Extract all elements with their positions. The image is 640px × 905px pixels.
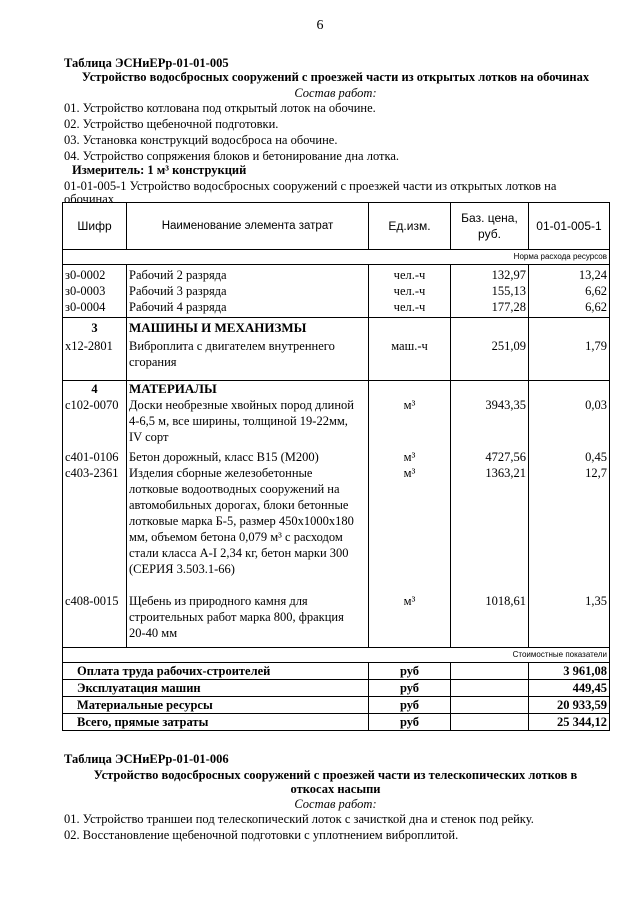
table-row — [63, 465, 610, 593]
table2-work-item: 02. Восстановление щебеночной подготовки с уплотнением виброплитой. — [64, 828, 459, 842]
header-price-line2: руб. — [478, 227, 501, 241]
table1-work-item: 01. Устройство котлована под открытый лоток на обочине. — [64, 101, 376, 115]
row-unit: чел.-ч — [369, 265, 451, 284]
page-number: 6 — [316, 18, 324, 33]
total-unit: руб — [369, 697, 451, 714]
row-value: 6,62 — [529, 283, 610, 299]
table1-work-item: 03. Установка конструкций водосброса на обочине. — [64, 133, 338, 147]
row-value: 6,62 — [529, 299, 610, 318]
norm-label: Норма расхода ресурсов — [63, 250, 610, 265]
table2-works-heading: Состав работ: — [294, 797, 377, 811]
header-price-line1: Баз. цена, — [461, 211, 518, 225]
section-title: МАТЕРИАЛЫ — [127, 381, 369, 398]
table1-description-cont: обочинах — [64, 192, 114, 206]
row-code: с403-2361 — [63, 465, 127, 593]
total-value: 20 933,59 — [529, 697, 610, 714]
row-code: с401-0106 — [63, 449, 127, 465]
row-name: Рабочий 3 разряда — [127, 283, 369, 299]
row-value: 1,79 — [529, 336, 610, 381]
section-row — [63, 381, 610, 398]
total-value: 449,45 — [529, 680, 610, 697]
resource-table — [62, 202, 610, 731]
row-price: 3943,35 — [451, 397, 529, 449]
section-title: МАШИНЫ И МЕХАНИЗМЫ — [127, 318, 369, 337]
table1-title: Таблица ЭСНиЕРр-01-01-005 — [64, 56, 229, 70]
row-name-line: лотковые водоотводных сооружений на — [129, 482, 340, 496]
table1-works-heading: Состав работ: — [294, 86, 377, 100]
section-row — [63, 318, 610, 337]
total-value: 25 344,12 — [529, 714, 610, 731]
row-name-line: IV сорт — [129, 430, 169, 444]
row-unit: чел.-ч — [369, 299, 451, 318]
row-name-line: 4-6,5 м, все ширины, толщиной 19-22мм, — [129, 414, 348, 428]
section-number: 3 — [63, 318, 127, 337]
total-unit: руб — [369, 663, 451, 680]
row-value: 1,35 — [529, 593, 610, 648]
table-row — [63, 397, 610, 449]
total-unit: руб — [369, 714, 451, 731]
row-value: 0,45 — [529, 449, 610, 465]
table1-description: 01-01-005-1 Устройство водосбросных сооружений с проезжей части из открытых лотков на — [64, 179, 557, 193]
total-name: Эксплуатация машин — [63, 680, 369, 697]
total-value: 3 961,08 — [529, 663, 610, 680]
row-name — [127, 465, 369, 593]
row-price: 177,28 — [451, 299, 529, 318]
table1-subtitle: Устройство водосбросных сооружений с проезжей части из открытых лотков на обочинах — [81, 70, 590, 84]
table-row — [63, 299, 610, 318]
row-unit: м³ — [369, 397, 451, 449]
header-code: Шифр — [63, 203, 127, 250]
total-row — [63, 680, 610, 697]
total-name: Оплата труда рабочих-строителей — [63, 663, 369, 680]
row-name-line: стали класса А-I 2,34 кг, бетон марки 300 — [129, 546, 349, 560]
row-name: Бетон дорожный, класс B15 (М200) — [127, 449, 369, 465]
row-name: Рабочий 2 разряда — [127, 265, 369, 284]
row-code: с102-0070 — [63, 397, 127, 449]
table-header-row — [63, 203, 610, 250]
row-price: 1018,61 — [451, 593, 529, 648]
row-name-line: лотковые марка Б-5, размер 450х1000х180 — [129, 514, 354, 528]
row-unit: м³ — [369, 465, 451, 593]
header-name: Наименование элемента затрат — [127, 203, 369, 250]
row-name-line: автомобильных дорогах, блоки бетонные — [129, 498, 349, 512]
cost-label-row — [63, 648, 610, 663]
total-row — [63, 663, 610, 680]
cost-label: Стоимостные показатели — [63, 648, 610, 663]
total-row — [63, 714, 610, 731]
table1-work-item: 04. Устройство сопряжения блоков и бетонирование дна лотка. — [64, 149, 400, 163]
row-name — [127, 397, 369, 449]
row-name-line: 20-40 мм — [129, 626, 178, 640]
row-name-line: (СЕРИЯ 3.503.1-66) — [129, 562, 235, 576]
header-unit: Ед.изм. — [369, 203, 451, 250]
row-name — [127, 593, 369, 648]
row-price: 155,13 — [451, 283, 529, 299]
row-name-line: Виброплита с двигателем внутреннего — [129, 339, 335, 353]
row-unit: м³ — [369, 593, 451, 648]
row-unit: м³ — [369, 449, 451, 465]
header-price — [451, 203, 529, 250]
row-name-line: Изделия сборные железобетонные — [129, 466, 313, 480]
table-row — [63, 283, 610, 299]
row-code: с408-0015 — [63, 593, 127, 648]
table-row — [63, 265, 610, 284]
row-unit: маш.-ч — [369, 336, 451, 381]
row-code: з0-0002 — [63, 265, 127, 284]
row-unit: чел.-ч — [369, 283, 451, 299]
table2-title: Таблица ЭСНиЕРр-01-01-006 — [64, 752, 229, 766]
row-name-line: Доски необрезные хвойных пород длиной — [129, 398, 354, 412]
row-value: 12,7 — [529, 465, 610, 593]
header-rate: 01-01-005-1 — [529, 203, 610, 250]
row-name-line: мм, объемом бетона 0,079 м³ с расходом — [129, 530, 343, 544]
row-value: 0,03 — [529, 397, 610, 449]
row-price: 1363,21 — [451, 465, 529, 593]
table-row — [63, 449, 610, 465]
row-code: з0-0003 — [63, 283, 127, 299]
table2-work-item: 01. Устройство траншеи под телескопический лоток с зачисткой дна и стенок под рейку. — [64, 812, 534, 826]
table2-subtitle-cont: откосах насыпи — [290, 782, 381, 796]
row-price: 4727,56 — [451, 449, 529, 465]
row-name-line: Щебень из природного камня для — [129, 594, 308, 608]
total-unit: руб — [369, 680, 451, 697]
row-name: Рабочий 4 разряда — [127, 299, 369, 318]
norm-row — [63, 250, 610, 265]
table1-meter: Измеритель: 1 м³ конструкций — [72, 163, 247, 177]
table-row — [63, 593, 610, 648]
total-row — [63, 697, 610, 714]
table-row — [63, 336, 610, 381]
row-price: 132,97 — [451, 265, 529, 284]
total-name: Материальные ресурсы — [63, 697, 369, 714]
row-name — [127, 336, 369, 381]
row-code: з0-0004 — [63, 299, 127, 318]
table2-subtitle: Устройство водосбросных сооружений с проезжей части из телескопических лотков в — [93, 768, 578, 782]
row-code: х12-2801 — [63, 336, 127, 381]
row-price: 251,09 — [451, 336, 529, 381]
row-name-line: сгорания — [129, 355, 177, 369]
row-value: 13,24 — [529, 265, 610, 284]
row-name-line: строительных работ марка 800, фракция — [129, 610, 344, 624]
table1-work-item: 02. Устройство щебеночной подготовки. — [64, 117, 279, 131]
total-name: Всего, прямые затраты — [63, 714, 369, 731]
section-number: 4 — [63, 381, 127, 398]
